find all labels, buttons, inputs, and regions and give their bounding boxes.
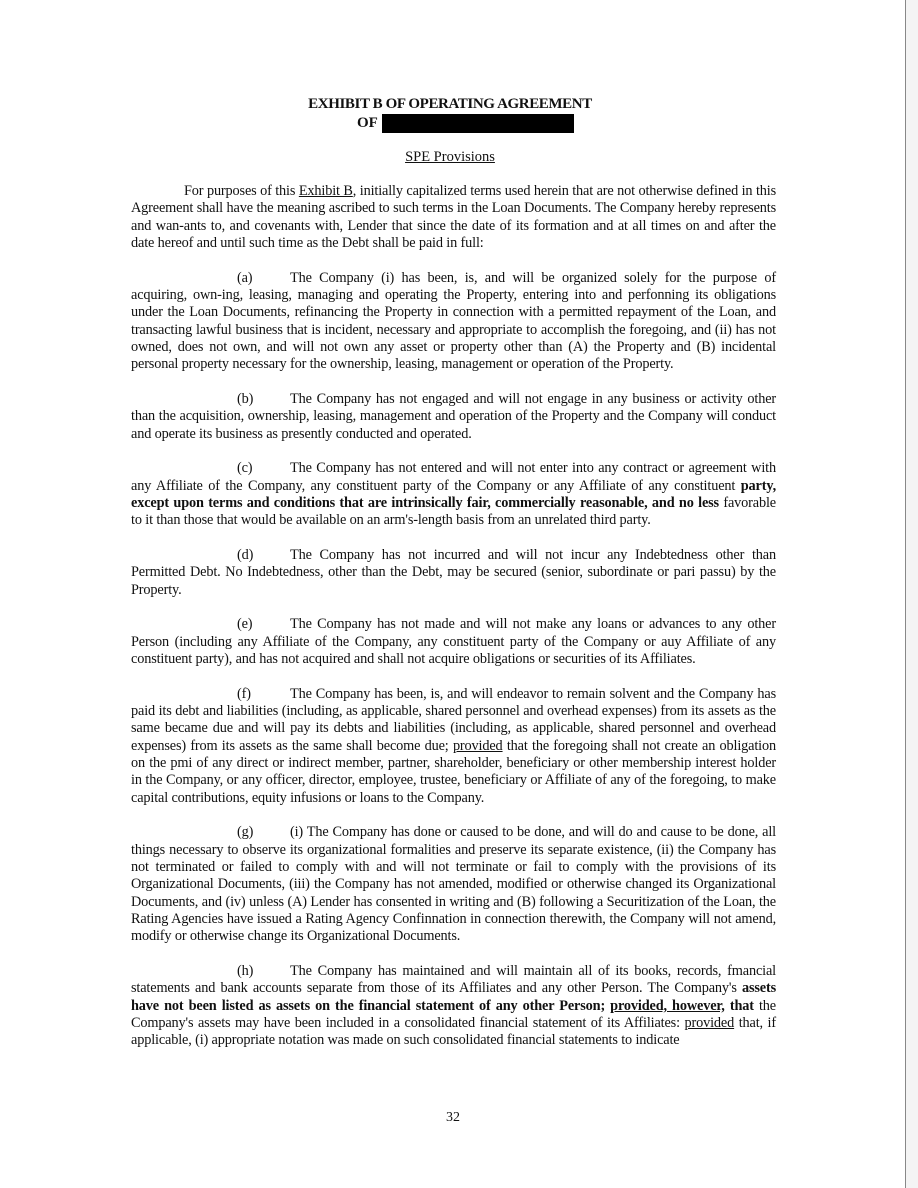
- provision-paragraph: [131, 963, 776, 1050]
- provision-paragraph: [131, 270, 776, 374]
- document-body: [131, 183, 776, 1067]
- provision-paragraph: [131, 460, 776, 529]
- paragraph-text: that the foregoing shall not create an obligation on the pmi of any direct or indirect member, partner, shareholder, beneficiary or other membership interest holder in the Company, or any officer, director, employee, trustee, beneficiary or Affiliate of any of the foregoing, to make capital contributions, equity infusions or loans to the Company.: [131, 737, 776, 806]
- underlined-text: provided: [684, 1015, 735, 1032]
- page-edge: [905, 0, 906, 1188]
- underlined-text: provided: [452, 737, 503, 754]
- provision-label: (g): [237, 824, 254, 841]
- paragraph-text: the Company's assets may have been included in a consolidated financial statement of its Affiliates:: [131, 997, 776, 1032]
- provision-label: (f): [237, 685, 251, 702]
- paragraph-text: The Company has not engaged and will not engage in any business or activity other than the acquisition, ownership, leasing, management and operation of the Property and the Company will conduct and operate its business as presently conducted and operated.: [131, 391, 776, 442]
- bold-text: provided, however,: [610, 997, 725, 1014]
- section-heading: SPE Provisions: [405, 149, 495, 165]
- intro-paragraph: [131, 183, 776, 252]
- paragraph-text: The Company (i) has been, is, and will be organized solely for the purpose of acquiring, own-ing, leasing, managing and operating the Property, entering into and perfonning its obligations under the Loan Documents, refinancing the Property in connection with a permitted repayment of the Loan, and transacting lawful business that is incident, necessary and appropriate to accomplish the foregoing, and (ii) has not owned, does not own, and will not own any asset or property other than (A) the Property and (B) incidental personal property necessary for the ownership, leasing, management or operation of the Property.: [131, 269, 776, 373]
- provision-label: (b): [237, 391, 254, 408]
- document-title: EXHIBIT B OF OPERATING AGREEMENT: [308, 96, 592, 112]
- paragraph-text: The Company has been, is, and will endeavor to remain solvent and the Company has paid its debt and liabilities (including, as applicable, shared personnel and overhead expenses) from its assets as the same became due and will pay its debts and liabilities (including, as applicable, shared personnel and overhead expenses) from its assets as the same shall become due;: [131, 685, 776, 754]
- provision-paragraph: [131, 824, 776, 945]
- paragraph-text: For purposes of this: [184, 183, 299, 199]
- paragraph-text: The Company has not made and will not make any loans or advances to any other Person (including any Affiliate of the Company, any constituent party of the Company or auy Affiliate of any constituent party), and has not acquired and shall not acquire obligations or securities of its Affiliates.: [131, 616, 776, 668]
- provision-paragraph: [131, 547, 776, 599]
- provision-label: (c): [237, 460, 253, 477]
- paragraph-text: The Company has not entered and will not enter into any contract or agreement with any Affiliate of the Company, any constituent party of the Company or any Affiliate of any constituent: [131, 460, 776, 494]
- page-margin: [906, 0, 918, 1188]
- provision-label: (e): [237, 616, 253, 633]
- provision-paragraph: [131, 391, 776, 443]
- provision-label: (h): [237, 963, 254, 980]
- provision-label: (d): [237, 547, 254, 564]
- provision-paragraph: [131, 686, 776, 807]
- paragraph-text: that, if applicable, (i) appropriate notation was made on such consolidated financial statements to indicate: [131, 1015, 776, 1049]
- bold-text: assets have not been listed as assets on the financial statement of any other Person;: [131, 980, 776, 1014]
- provision-label: (a): [237, 269, 253, 286]
- redacted-company-name: [382, 114, 574, 133]
- of-label: OF: [357, 115, 378, 131]
- page-number: 32: [446, 1110, 460, 1125]
- provision-paragraph: [131, 616, 776, 668]
- paragraph-text: (i) The Company has done or caused to be done, and will do and cause to be done, all things necessary to observe its organizational formalities and preserve its separate existence, (ii) the Company has not terminated or failed to comply with and will not terminate or fail to comply with the provisions of its Organizational Documents, (iii) the Company has not amended, modified or otherwise changed its Organizational Documents, and (iv) unless (A) Lender has consented in writing and (B) following a Securitization of the Loan, the Rating Agencies have issued a Rating Agency Confinnation in connection therewith, the Company will not amend, modify or otherwise change its Organizational Documents.: [131, 824, 776, 945]
- underlined-text: Exhibit B: [298, 183, 353, 199]
- bold-text: that: [724, 997, 754, 1014]
- paragraph-text: The Company has not incurred and will not incur any Indebtedness other than Permitted Debt. No Indebtedness, other than the Debt, may be secured (senior, subordinate or pari passu) by the Property.: [131, 547, 776, 598]
- document-subtitle-of: [357, 114, 574, 133]
- bold-text: party, except upon terms and conditions that are intrinsically fair, commercially reasonable, and no less: [131, 477, 776, 512]
- paragraph-text: The Company has maintained and will maintain all of its books, records, fmancial statements and bank accounts separate from those of its Affiliates and any other Person. The Company's: [131, 963, 776, 997]
- paragraph-text: , initially capitalized terms used herein that are not otherwise defined in this Agreement shall have the meaning ascribed to such terms in the Loan Documents. The Company hereby represents and wan-ants to, and covenants with, Lender that since the date of its formation and at all times on and after the date hereof and until such time as the Debt shall be paid in full:: [131, 183, 776, 252]
- paragraph-text: favorable to it than those that would be available on an arm's-length basis from an unrelated third party.: [131, 495, 776, 529]
